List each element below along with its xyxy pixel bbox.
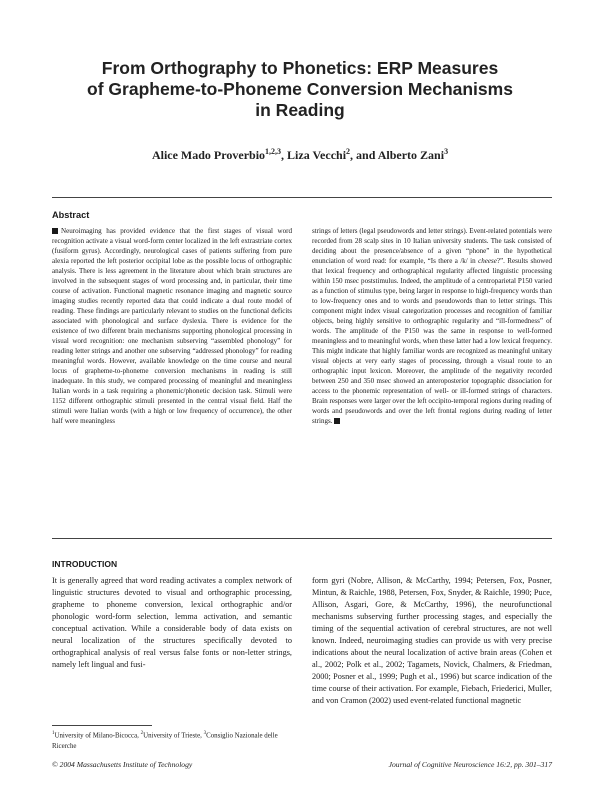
author-1-name: Alice Mado Proverbio — [151, 148, 266, 162]
author-3-name: Alberto Zani — [377, 148, 445, 162]
footnote-affil-2: University of Trieste, — [143, 732, 204, 740]
abstract-bottom-rule — [52, 538, 552, 539]
affiliation-footnote — [52, 729, 292, 752]
author-2-name: Liza Vecchi — [287, 148, 347, 162]
author-2-affiliation: 2 — [346, 147, 351, 156]
paper-title — [40, 58, 560, 121]
introduction-heading: INTRODUCTION — [52, 559, 118, 569]
footnote-rule — [52, 725, 152, 726]
title-line-1: From Orthography to Phonetics: ERP Measures — [101, 58, 499, 78]
abstract-end-square-icon — [334, 418, 340, 424]
abstract-start-square-icon — [52, 228, 58, 234]
copyright-footer: © 2004 Massachusetts Institute of Technology — [52, 760, 193, 769]
footnote-affil-3: Consiglio Nazionale delle Ricerche — [52, 732, 278, 750]
abstract-left-column — [52, 226, 292, 426]
intro-right-column: form gyri (Nobre, Allison, & McCarthy, 1994; Petersen, Fox, Posner, Mintun, & Raichle, 1988, Petersen, Fox, Snyder, & Raichle, 1990; Puce, Allison, Asgari, Gore, & McCarthy, 1996), the neurofunctional mechanisms subserving further processing stages, and especially the timing of the sequential activation of cerebral structures, are not well known. Indeed, neuroimaging studies can provide us with very precise indications about the neural localization of active brain areas (Cohen et al., 2002; Polk et al., 2002; Tagamets, Novick, Chalmers, & Friedman, 2000; Posner et al., 1999; Pugh et al., 1996) but scarce indication of the time course of their activation. For example, Fiebach, Friederici, Muller, and von Cramon (2002) used event-related functional magnetic — [312, 576, 552, 705]
abstract-heading: Abstract — [52, 210, 90, 220]
title-line-3: in Reading — [255, 100, 345, 120]
author-separator: , and — [350, 148, 378, 162]
footnote-sup-3: 3 — [203, 731, 207, 736]
abstract-right-text-b: ?”. Results showed that lexical frequency and orthographical regularity affected linguistic processing within 150 msec poststimulus. Indeed, the amplitude of a centroparietal P150 varied as a function of stimulus type, being larger in response to high-frequency words than to low-frequency ones and to words and pseudowords than to letter strings. This component might index visual categorization processes and recognition of familiar objects, being highly sensitive to orthographic regularity and “ill-formedness” of words. The amplitude of the P150 was the same in response to well-formed meaningless and to meaningful words, when these latter had a low lexical frequency. This might indicate that highly familiar words are recognized as meaningful unitary visual objects at very early stages of processing, through a visual route to an orthographic input lexicon. Moreover, the amplitude of the negativity recorded between 250 and 350 msec showed an anteroposterior topographic dissociation for access to the phonemic representation of well- or ill-formed strings of characters. Brain responses were larger over the left occipito-temporal regions during reading of words and pseudowords and over the left frontal regions during reading of letter strings. — [312, 257, 552, 425]
author-1-affiliation: 1,2,3 — [265, 147, 282, 156]
abstract-left-text: Neuroimaging has provided evidence that the first stages of visual word recognition activate a visual word-form center localized in the left extrastriate cortex (fusiform gyrus). Accordingly, neurological cases of patients suffering from pure alexia reported the left posterior occipital lobe as the possible locus of orthographic analysis. There is less agreement in the literature about which brain structures are involved in the subsequent stages of word processing and, in particular, their time course of activation. Functional magnetic resonance imaging and magnetic source imaging studies recently reported data that could indicate a dual route model of reading. These findings are particularly relevant to studies on the functional deficits associated with phonological and surface dyslexia. There is evidence for the existence of two different brain mechanisms supporting phonological processing in visual word recognition: one mechanism subserving “assembled phonology” for reading letter strings and another one subserving “addressed phonology” for reading meaningful words. However, available knowledge on the time course and neural locus of grapheme-to-phoneme conversion mechanisms in reading is still inadequate. In this study, we compared processing of meaningful and meaningless Italian words in a task requiring a phonemic/phonetic decision task. Stimuli were 1152 different orthographic stimuli presented in the central visual field. Half the stimuli were Italian words (with a high or low frequency of occurrence), the other half were meaningless — [52, 227, 292, 425]
author-3-affiliation: 3 — [444, 147, 449, 156]
abstract-right-column — [312, 226, 552, 426]
title-line-2: of Grapheme-to-Phoneme Conversion Mechanisms — [87, 79, 513, 99]
intro-left-column: It is generally agreed that word reading activates a complex network of linguistic structures devoted to visual and orthographic processing, grapheme to phoneme conversion, lexical orthographic and/or phonologic word-form selection, lemma activation, and semantic conceptual activation. While a considerable body of data exists on neural localization of the structures specifically devoted to orthographical analysis of real versus false fonts or non-letter strings, namely left lingual and fusi- — [52, 576, 292, 669]
journal-citation-footer: Journal of Cognitive Neuroscience 16:2, pp. 301–317 — [388, 760, 552, 769]
footnote-affil-1: University of Milano-Bicocca, — [54, 732, 141, 740]
abstract-top-rule — [52, 197, 552, 198]
abstract-section — [52, 210, 552, 426]
footnote-sup-1: 1 — [52, 731, 55, 736]
abstract-italic-word: cheese — [478, 257, 497, 265]
abstract-right-text-a: strings of letters (legal pseudowords and letter strings). Event-related potentials were recorded from 28 scalp sites in 10 Italian university students. The task consisted of deciding about the presence/absence of a given “phone” in the hypothetical enunciation of word read: for example, “Is there a /k/ in — [312, 227, 552, 265]
author-list — [40, 147, 560, 163]
footnote-sup-2: 2 — [140, 731, 144, 736]
author-separator: , — [281, 148, 288, 162]
